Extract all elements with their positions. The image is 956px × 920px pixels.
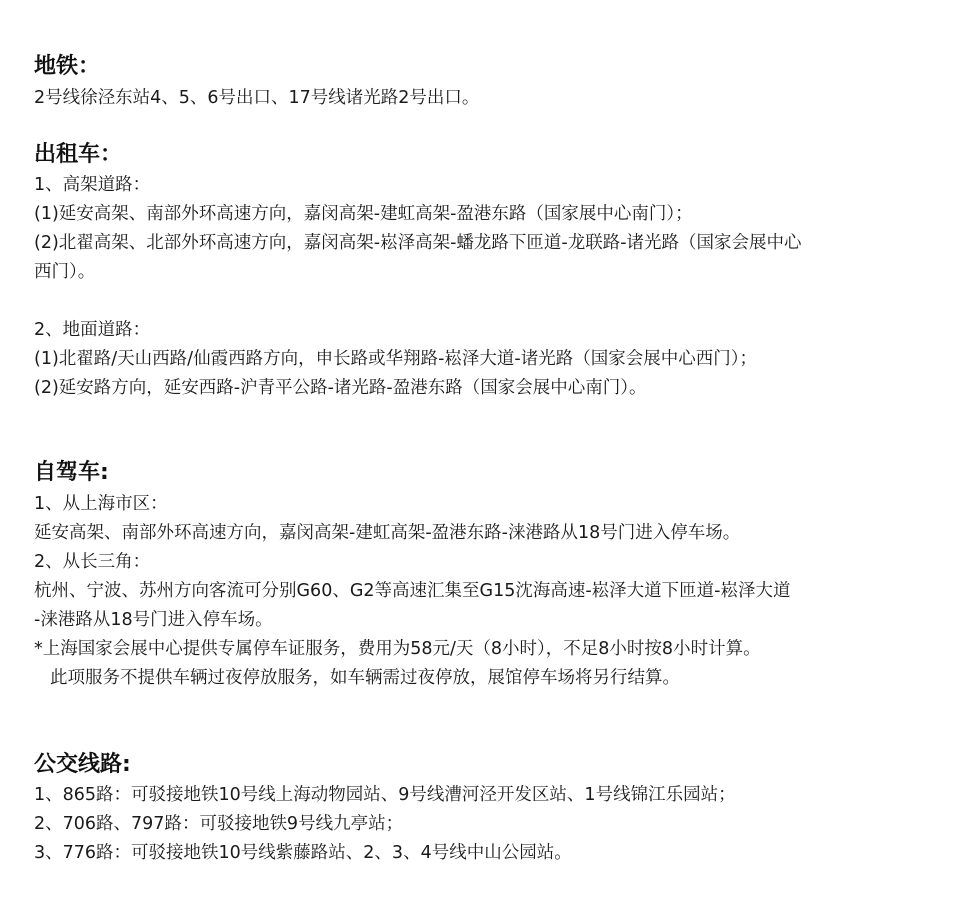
taxi-ground-route-1: (1)北翟路/天山西路/仙霞西路方向，申长路或华翔路-崧泽大道-诸光路（国家会展中心西门）； [34, 349, 757, 369]
taxi-ground-route-2: (2)延安路方向，延安西路-沪青平公路-诸光路-盈港东路（国家会展中心南门）。 [34, 378, 647, 398]
taxi-elevated-route-1: (1)延安高架、南部外环高速方向，嘉闵高架-建虹高架-盈港东路（国家展中心南门）； [34, 204, 693, 224]
taxi-elevated-route-2: (2)北翟高架、北部外环高速方向，嘉闵高架-崧泽高架-蟠龙路下匝道-龙联路-诸光路（国家会展中心 [34, 233, 802, 253]
parking-note: *上海国家会展中心提供专属停车证服务，费用为58元/天（8小时），不足8小时按8小时计算。 [34, 639, 761, 659]
taxi-elevated-route-2-cont: 西门）。 [34, 262, 96, 282]
bus-heading: 公交线路: [34, 752, 131, 777]
parking-note-cont: 此项服务不提供车辆过夜停放服务，如车辆需过夜停放，展馆停车场将另行结算。 [50, 668, 680, 688]
self-drive-heading: 自驾车: [34, 460, 109, 485]
self-drive-city-route: 延安高架、南部外环高速方向，嘉闵高架-建虹高架-盈港东路-涞港路从18号门进入停车场。 [34, 523, 741, 543]
taxi-heading: 出租车： [34, 142, 123, 167]
bus-line-2: 2、706路、797路：可驳接地铁9号线九亭站； [34, 814, 404, 834]
self-drive-delta-route-cont: -涞港路从18号门进入停车场。 [34, 610, 273, 630]
taxi-ground-title: 2、地面道路： [34, 320, 151, 340]
bus-line-3: 3、776路：可驳接地铁10号线紫藤路站、2、3、4号线中山公园站。 [34, 843, 572, 863]
bus-line-1: 1、865路：可驳接地铁10号线上海动物园站、9号线漕河泾开发区站、1号线锦江乐园站； [34, 785, 736, 805]
metro-line: 2号线徐泾东站4、5、6号出口、17号线诸光路2号出口。 [34, 88, 480, 108]
self-drive-city-title: 1、从上海市区： [34, 494, 168, 514]
metro-heading: 地铁： [34, 54, 101, 79]
taxi-elevated-title: 1、高架道路： [34, 175, 151, 195]
self-drive-delta-title: 2、从长三角： [34, 552, 151, 572]
self-drive-delta-route: 杭州、宁波、苏州方向客流可分别G60、G2等高速汇集至G15沈海高速-崧泽大道下匝道-崧泽大道 [34, 581, 791, 601]
